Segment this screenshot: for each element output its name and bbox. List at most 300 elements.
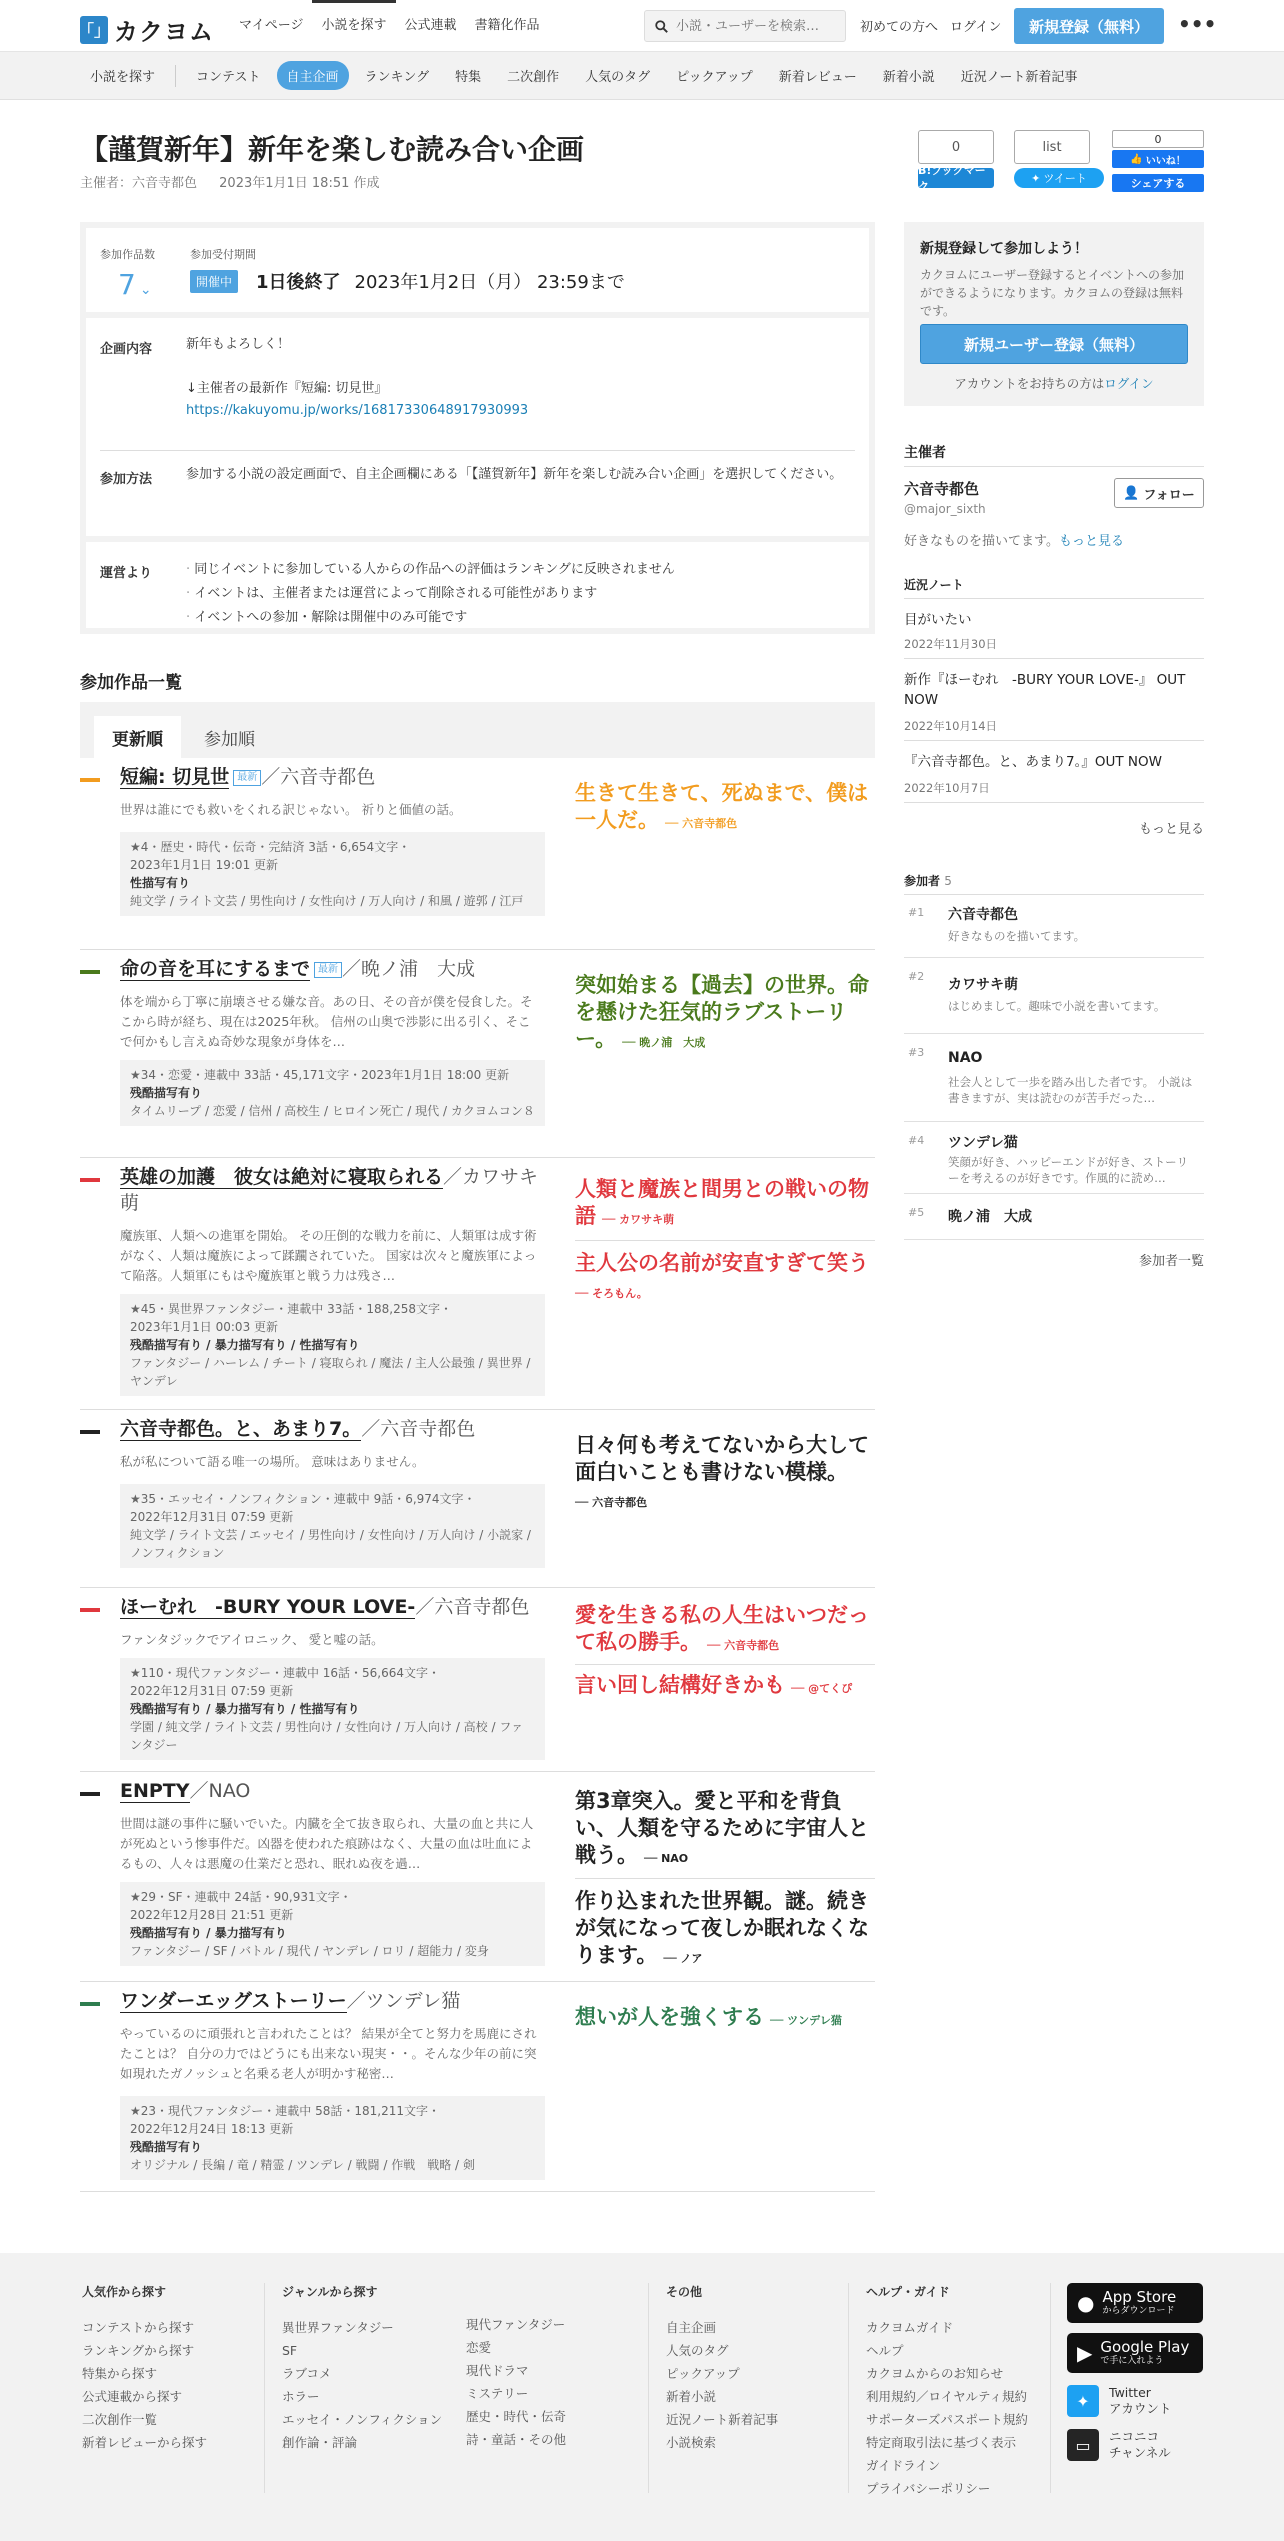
work-color-bar [80,1792,100,1796]
user-plus-icon: 👤 [1123,485,1140,501]
work-info [120,832,545,916]
nav-official-series[interactable]: 公式連載 [404,18,457,33]
status-badge: 開催中 [190,270,238,293]
participant-desc: はじめまして。趣味で小説を書いてます。 [948,999,1166,1013]
divider [100,450,855,451]
footer-link[interactable]: カクヨムガイド [866,2320,954,2335]
work-stats: ★4・歴史・時代・伝奇・完結済 3話・6,654文字・ [130,840,411,854]
footer-link[interactable]: ホラー [282,2389,320,2404]
work-title-link[interactable]: ワンダーエッグストーリー [120,1990,347,2012]
subnav-features[interactable]: 特集 [455,70,482,85]
participant-rank: #4 [908,1134,925,1147]
catchphrase-text: 突如始まる【過去】の世界。命を懸けた狂気的ラブストーリー。 [575,973,869,1051]
nav-published-works[interactable]: 書籍化作品 [474,18,540,33]
note-title[interactable]: 『六音寺都色。と、あまり7。』OUT NOW [904,754,1162,770]
twitter-bird-icon: ✦ [1031,171,1041,185]
note-title[interactable]: 新作『ほーむれ -BURY YOUR LOVE-』 OUT NOW [904,672,1186,708]
more-menu-icon[interactable]: ••• [1178,12,1217,36]
work-flags: 残酷描写有り [130,1086,203,1100]
entries-count-value: 7 [118,268,136,301]
footer-col-popular [82,2283,207,2454]
organizer-label[interactable]: 主催者：六音寺都色 [80,176,198,191]
nav-mypage[interactable]: マイページ [239,18,304,33]
works-section-title: 参加作品一覧 [80,673,182,693]
participant-desc: 社会人として一歩を踏み出した者です。 小説は書きますが、実は読むのが苦手だった… [948,1075,1193,1105]
signup-promo [904,222,1204,406]
footer-link[interactable]: 公式連載から探す [82,2389,183,2404]
tab-joined[interactable]: 参加順 [204,729,255,750]
work-tags[interactable]: 純文学 / ライト文芸 / エッセイ / 男性向け / 女性向け / 万人向け / 小説家 / ノンフィクション [130,1528,531,1560]
work-description: 世間は謎の事件に騒いでいた。内臓を全て抜き取られ、大量の血と共に人が死ぬという惨事件だ。凶器を使われた痕跡はなく、大量の血は吐血によるもの、人々は悪魔の仕業だと恐れ、眠れぬ夜を過… [120,1816,534,1871]
work-title-line [120,1164,540,1216]
work-description: 世界は誰にでも救いをくれる訳じゃない。 祈りと価値の話。 [120,802,462,817]
footer-col-title: ジャンルから探す [282,2285,378,2299]
work-title-link[interactable]: 六音寺都色。と、あまり7。 [120,1418,362,1440]
divider [904,658,1204,659]
participant-name[interactable]: NAO [948,1050,983,1066]
footer-link[interactable]: 新着レビューから探す [82,2435,208,2450]
event-detail-box [80,222,875,634]
twitter-link[interactable] [1067,2385,1171,2417]
subnav-user-events[interactable]: 自主企画 [277,61,349,90]
divider [904,740,1204,741]
logo-mark-icon: 「」 [80,16,108,44]
footer-col-genre-2 [466,2283,566,2451]
subnav-fanworks[interactable]: 二次創作 [507,70,560,85]
fb-like-button[interactable] [1112,150,1204,168]
catchphrase-text: 愛を生きる私の人生はいつだって私の勝手。 [575,1603,869,1654]
footer-link[interactable]: 恋愛 [466,2340,492,2355]
catchphrase-text: 第3章突入。愛と平和を背負い、人類を守るために宇宙人と戦う。 [575,1789,869,1867]
note-title[interactable]: 目がいたい [904,612,972,628]
google-play-badge[interactable] [1067,2333,1203,2373]
participant-rank: #1 [908,906,925,919]
work-item [80,950,875,1158]
work-author-link[interactable]: ／六音寺都色 [415,1596,530,1618]
period-label: 参加受付期間 [190,248,256,261]
catchphrase [575,1176,875,1233]
notice-item: · イベントは、主催者または運営によって削除される可能性があります [186,582,675,606]
catchphrase-author[interactable]: ── 晩ノ浦 大成 [622,1036,706,1049]
work-author-link[interactable]: ／六音寺都色 [361,1418,476,1440]
participant-rank: #3 [908,1046,925,1059]
deadline-date: 2023年1月2日（月） 23:59まで [354,272,625,293]
search-box[interactable] [644,10,846,42]
subnav-new-notes[interactable]: 近況ノート新着記事 [960,70,1078,85]
footer-link[interactable]: ヘルプ [866,2343,904,2358]
work-color-bar [80,970,100,974]
footer-link[interactable]: 自主企画 [666,2320,717,2335]
work-color-bar [80,2002,100,2006]
work-stats: ★29・SF・連載中 24話・90,931文字・ [130,1890,352,1904]
footer-link[interactable]: ランキングから探す [82,2343,195,2358]
work-updated: 2022年12月24日 18:13 更新 [130,2122,294,2136]
hatena-count: 0 [918,130,994,164]
site-logo[interactable] [80,12,214,47]
catchphrase [575,780,875,837]
subnav-popular-tags[interactable]: 人気のタグ [585,70,651,85]
footer-link[interactable]: 詩・童話・その他 [466,2432,567,2447]
catchphrase [575,972,875,1056]
work-tags[interactable]: ファンタジー / ハーレム / チート / 寝取られ / 魔法 / 主人公最強 / 異世界 / ヤンデレ [130,1356,531,1388]
work-tags[interactable]: タイムリープ / 恋愛 / 信州 / 高校生 / ヒロイン死亡 / 現代 / カクヨムコン８ [130,1104,535,1118]
footer-link[interactable]: 近況ノート新着記事 [666,2412,779,2427]
signup-button[interactable]: 新規ユーザー登録（無料） [920,324,1188,364]
chevron-down-icon: ⌄ [139,282,152,298]
google-play-icon: ▶ [1077,2341,1093,2365]
niconico-sub: チャンネル [1109,2445,1171,2460]
participant-item[interactable] [904,1036,1204,1122]
work-info [120,1484,545,1568]
catchphrase-author[interactable]: ── ノア [663,1952,703,1965]
google-play-label: Google Play [1100,2337,1190,2356]
work-tags[interactable]: ファンタジー / SF / バトル / 現代 / ヤンデレ / ロリ / 超能力 / 変身 [130,1944,489,1958]
fb-like-label: いいね！ [1145,155,1186,167]
organizer-intro-text: 好きなものを描いてます。 [904,534,1059,549]
content-label: 企画内容 [100,342,153,357]
notice-item: · イベントへの参加・解除は開催中のみ可能です [186,606,675,630]
work-item [80,1410,875,1588]
signup-login-line [904,374,1204,392]
participants-more-link[interactable]: 参加者一覧 [1138,1254,1204,1269]
footer-link[interactable]: 現代ファンタジー [466,2317,566,2332]
work-color-bar [80,778,100,782]
catchphrase-divider [575,1664,875,1665]
work-tags[interactable]: オリジナル / 長編 / 竜 / 精霊 / ツンデレ / 戦闘 / 作戦 戦略 / 剣 [130,2158,475,2172]
catchphrase-divider [575,1878,875,1879]
catchphrase [575,1672,875,1702]
catchphrase [575,1788,875,1872]
footer-col-other [666,2283,778,2454]
catchphrase [575,1888,875,1972]
subnav-new-reviews[interactable]: 新着レビュー [778,70,857,85]
work-tags[interactable]: 学園 / 純文学 / ライト文芸 / 男性向け / 女性向け / 万人向け / 高校 / ファンタジー [130,1720,524,1752]
sub-nav [0,52,1284,100]
event-status-panel [86,228,869,312]
deadline [256,268,625,294]
work-flags: 残酷描写有り / 暴力描写有り / 性描写有り [130,1702,360,1716]
footer-link[interactable]: SF [282,2343,298,2358]
work-title-line [120,1416,540,1442]
participant-item[interactable] [904,1196,1204,1240]
footer-divider [648,2283,649,2493]
work-info [120,1060,545,1126]
tweet-button[interactable] [1014,168,1104,188]
sidebar-login-link[interactable]: ログイン [1104,376,1154,391]
participant-item[interactable] [904,896,1204,958]
twitter-label: Twitter [1109,2385,1151,2400]
work-item [80,1982,875,2192]
hatena-button[interactable]: B!ブックマーク [918,168,994,188]
facebook-share[interactable] [1112,130,1204,190]
created-date: 2023年1月1日 18:51 作成 [219,176,380,191]
footer-link[interactable]: 創作論・評論 [282,2435,358,2450]
event-meta [80,172,380,191]
notice-list [186,558,675,630]
footer-link[interactable]: ラブコメ [282,2366,332,2381]
catchphrase-text: 日々何も考えてないから大して面白いことも書けない模様。 [575,1433,869,1484]
method-label: 参加方法 [100,472,153,487]
divider [904,894,1204,895]
participant-item[interactable] [904,960,1204,1034]
work-title-link[interactable]: 英雄の加護 彼女は絶対に寝取られる [120,1166,444,1188]
notice-label: 運営より [100,566,153,581]
work-title-line [120,956,540,982]
work-stats: ★34・恋愛・連載中 33話・45,171文字・2023年1月1日 18:00 更新 [130,1068,510,1082]
work-author-link[interactable]: ／カワサキ萌 [120,1166,539,1214]
footer-link[interactable]: サポーターズパスポート規約 [866,2412,1028,2427]
work-title-link[interactable]: 命の音を耳にするまで [120,958,311,980]
site-header [0,0,1284,52]
work-description: 私が私について語る唯一の場所。 意味はありません。 [120,1454,425,1469]
work-title-line [120,1988,540,2014]
work-title-link[interactable]: 短編: 切見世 [120,766,230,788]
apple-icon: ● [1077,2291,1095,2315]
work-color-bar [80,1608,100,1612]
footer-link[interactable]: ミステリー [466,2386,529,2401]
work-updated: 2022年12月31日 07:59 更新 [130,1510,294,1524]
work-stats: ★45・異世界ファンタジー・連載中 33話・188,258文字・ [130,1302,453,1316]
work-item [80,1158,875,1410]
participant-name[interactable]: 六音寺都色 [948,907,1018,923]
catchphrase-text: 作り込まれた世界観。謎。続きが気になって夜しか眠れなくなります。 [575,1889,869,1967]
work-author-link[interactable]: ／六音寺都色 [261,766,376,788]
footer-link[interactable]: コンテストから探す [82,2320,195,2335]
footer-link[interactable]: 異世界ファンタジー [282,2320,394,2335]
work-flags: 残酷描写有り [130,2140,203,2154]
search-input[interactable] [676,19,836,34]
work-title-line [120,1594,540,1620]
participant-desc: 好きなものを描いてます。 [948,929,1086,943]
subnav-ranking[interactable]: ランキング [364,70,430,85]
follow-label: フォロー [1143,487,1195,503]
work-title-line [120,764,540,790]
subnav-divider [175,65,176,87]
catchphrase [575,1432,875,1516]
participant-name[interactable]: ツンデレ猫 [948,1135,1018,1151]
subnav-contest[interactable]: コンテスト [196,70,261,85]
note-date: 2022年10月14日 [904,719,998,733]
work-tags[interactable]: 純文学 / ライト文芸 / 男性向け / 女性向け / 万人向け / 和風 / 遊郭 / 江戸 [130,894,524,908]
work-updated: 2022年12月31日 07:59 更新 [130,1684,294,1698]
work-info [120,1658,545,1760]
niconico-label: ニコニコ [1109,2429,1160,2444]
footer-link[interactable]: 特集から探す [82,2366,158,2381]
content-line1: 新年もよろしく！ [186,337,291,352]
site-footer [0,2253,1284,2541]
event-info-panel [86,318,869,536]
work-info [120,2096,545,2180]
catchphrase-author[interactable]: ── NAO [644,1852,689,1865]
divider [904,466,1204,467]
organizer-more-link[interactable]: もっと見る [1058,534,1124,549]
participant-name[interactable]: カワサキ萌 [948,977,1018,993]
logo-text: カクヨム [114,18,214,46]
app-store-label: App Store [1102,2287,1177,2306]
search-icon [655,20,668,33]
work-title-link[interactable]: ENPTY [120,1780,190,1802]
header-nav [230,0,549,52]
work-color-bar [80,1430,100,1434]
footer-divider [1050,2283,1051,2493]
app-store-sub: からダウンロード [1102,2305,1175,2316]
signup-text: カクヨムにユーザー登録するとイベントへの参加ができるようになります。カクヨムの登録は無料です。 [920,268,1185,318]
work-item [80,758,875,950]
work-stats: ★110・現代ファンタジー・連載中 16話・56,664文字・ [130,1666,441,1680]
work-description: 魔族軍、人類への進軍を開始。 その圧倒的な戦力を前に、人類軍は成す術がなく、人類は魔族によって蹂躙されていた。 国家は次々と魔族軍によって陥落。人類軍にもはや魔族軍と戦う力は残さ… [120,1228,537,1283]
hatena-bookmark[interactable] [918,130,994,193]
catchphrase-text: 想いが人を強くする [575,2005,764,2029]
organizer-intro [904,530,1124,549]
footer-col-title: ヘルプ・ガイド [866,2285,950,2299]
catchphrase [575,2004,875,2034]
follow-button[interactable] [1114,478,1204,508]
participants-heading [904,872,952,889]
entries-count[interactable] [118,268,152,301]
organizer-name[interactable]: 六音寺都色 [904,480,980,498]
work-title-link[interactable]: ほーむれ -BURY YOUR LOVE- [120,1596,416,1618]
tab-updated[interactable]: 更新順 [94,716,181,758]
catchphrase [575,1602,875,1659]
participant-rank: #5 [908,1206,925,1219]
footer-col-genre [282,2283,442,2454]
footer-link[interactable]: 特定商取引法に基づく表示 [866,2435,1017,2450]
catchphrase-divider [575,1240,875,1241]
organizer-heading: 主催者 [904,445,946,461]
catchphrase-author[interactable]: ── そろもん。 [575,1287,648,1300]
catchphrase-author[interactable]: ── @てくぴ [791,1682,853,1695]
niconico-link[interactable] [1067,2429,1171,2461]
footer-col-title: その他 [666,2285,703,2299]
login-prompt: アカウントをお持ちの方は [954,376,1105,391]
page-title: 【謹賀新年】新年を楽しむ読み合い企画 [80,133,585,166]
footer-link[interactable]: ピックアップ [666,2366,740,2381]
work-flags: 残酷描写有り / 暴力描写有り [130,1926,287,1940]
catchphrase-author[interactable]: ── 六音寺都色 [575,1496,648,1509]
catchphrase [575,1250,875,1307]
tweet-label: ツイート [1043,172,1087,185]
twitter-icon: ✦ [1067,2385,1099,2417]
footer-col-help [866,2283,1028,2500]
participant-rank: #2 [908,970,925,983]
divider [904,802,1204,803]
entries-label: 参加作品数 [100,248,155,261]
thumbs-up-icon: 👍 [1130,153,1143,165]
footer-link[interactable]: 二次創作一覧 [82,2412,158,2427]
work-info [120,1294,545,1396]
footer-link[interactable]: 人気のタグ [666,2343,729,2358]
notes-more-link[interactable]: もっと見る [1138,822,1204,837]
content-url-link[interactable]: https://kakuyomu.jp/works/16817330648917930993 [186,403,529,418]
content-line2: ↓主催者の最新作『短編: 切見世』 [186,381,388,396]
organizer-id: @major_sixth [904,502,986,516]
twitter-sub: アカウント [1109,2401,1172,2416]
work-info [120,1882,545,1966]
footer-link[interactable]: ガイドライン [866,2458,941,2473]
app-store-badge[interactable] [1067,2283,1203,2323]
notice-panel [86,542,869,628]
nav-find-novels[interactable]: 小説を探す [312,0,395,52]
work-description: ファンタジックでアイロニック、 愛と嘘の話。 [120,1632,384,1647]
notes-heading: 近況ノート [904,578,964,592]
catchphrase-author[interactable]: ── 六音寺都色 [665,817,738,830]
catchphrase-author[interactable]: ── ツンデレ猫 [770,2014,842,2027]
subnav-new-novels[interactable]: 新着小説 [882,70,935,85]
new-badge: 最新 [314,962,342,978]
work-author-link[interactable]: ／ツンデレ猫 [346,1990,461,2012]
footer-link[interactable]: カクヨムからのお知らせ [866,2366,1004,2381]
list-tweet[interactable] [1014,130,1104,190]
subnav-find-novels[interactable]: 小説を探す [90,70,156,85]
work-description: 体を端から丁寧に崩壊させる嫌な音。あの日、その音が僕を侵食した。そこから時が経ち、現在は2025年秋。 信州の山奥で渉影に出る引く、そこで何かもし言えぬ奇妙な現象が身体を… [120,994,533,1049]
work-description: やっているのに頑張れと言われたことは？ 結果が全てと努力を馬鹿にされたことは？ 自分の力ではどうにも出来ない現実・・。そんな少年の前に突如現れたガノッシュと名乗る老人が明かす秘密… [120,2026,537,2081]
participant-item[interactable] [904,1124,1204,1194]
footer-link[interactable]: 歴史・時代・伝奇 [466,2409,567,2424]
footer-link[interactable]: 小説検索 [666,2435,717,2450]
work-item [80,1588,875,1772]
fb-share-button[interactable]: シェアする [1112,174,1204,192]
subnav-pickup[interactable]: ピックアップ [676,70,753,85]
register-button[interactable]: 新規登録（無料） [1014,8,1164,44]
notice-item: · 同じイベントに参加している人からの作品への評価はランキングに反映されません [186,558,675,582]
work-flags: 残酷描写有り / 暴力描写有り / 性描写有り [130,1338,360,1352]
work-updated: 2022年12月28日 21:51 更新 [130,1908,294,1922]
google-play-sub: で手に入れよう [1100,2355,1164,2366]
works-tabs [80,702,875,758]
participants-title: 参加者 [904,874,941,888]
catchphrase-text: 人類と魔族と間男との戦いの物語 [575,1177,869,1228]
work-updated: 2023年1月1日 19:01 更新 [130,858,279,872]
work-author-link[interactable]: ／晩ノ浦 大成 [342,958,476,980]
divider [904,598,1204,599]
catchphrase-author[interactable]: ── カワサキ萌 [602,1213,675,1226]
participant-name[interactable]: 晩ノ浦 大成 [948,1209,1032,1225]
work-author-link[interactable]: ／NAO [189,1780,251,1802]
footer-link[interactable]: 利用規約／ロイヤルティ規約 [866,2389,1028,2404]
niconico-tv-icon: ▭ [1067,2429,1099,2461]
catchphrase-text: 言い回し結構好きかも [575,1673,785,1697]
fb-count: 0 [1112,130,1204,148]
footer-divider [264,2283,265,2493]
first-time-link[interactable]: 初めての方へ [860,20,939,35]
footer-link[interactable]: 新着小説 [666,2389,717,2404]
footer-divider [848,2283,849,2493]
method-text: 参加する小説の設定画面で、自主企画欄にある「【謹賀新年】新年を楽しむ読み合い企画」を選択してください。 [186,467,843,482]
footer-link[interactable]: 現代ドラマ [466,2363,529,2378]
login-link[interactable]: ログイン [950,20,1002,35]
participant-desc: 笑顔が好き、ハッピーエンドが好き、ストーリーを考えるのが好きです。作風的に読め… [948,1155,1189,1185]
work-color-bar [80,1178,100,1182]
content-text [186,334,528,422]
footer-link[interactable]: エッセイ・ノンフィクション [282,2412,443,2427]
footer-link[interactable]: プライバシーポリシー [866,2481,991,2496]
catchphrase-author[interactable]: ── 六音寺都色 [707,1639,780,1652]
participants-count: 5 [944,874,952,888]
work-flags: 性描写有り [130,876,191,890]
note-date: 2022年11月30日 [904,637,998,651]
footer-col-title: 人気作から探す [82,2285,167,2299]
catchphrase-text: 主人公の名前が安直すぎて笑う [575,1251,869,1275]
work-stats: ★23・現代ファンタジー・連載中 58話・181,211文字・ [130,2104,441,2118]
work-stats: ★35・エッセイ・ノンフィクション・連載中 9話・6,974文字・ [130,1492,476,1506]
catchphrase-text: 生きて生きて、死ぬまで、僕は一人だ。 [575,781,869,832]
note-date: 2022年10月7日 [904,781,990,795]
remaining-days: 1日後終了 [256,272,341,293]
list-button[interactable]: list [1014,130,1090,164]
new-badge: 最新 [233,770,261,786]
signup-title: 新規登録して参加しよう！ [920,241,1088,257]
work-title-line [120,1778,540,1804]
